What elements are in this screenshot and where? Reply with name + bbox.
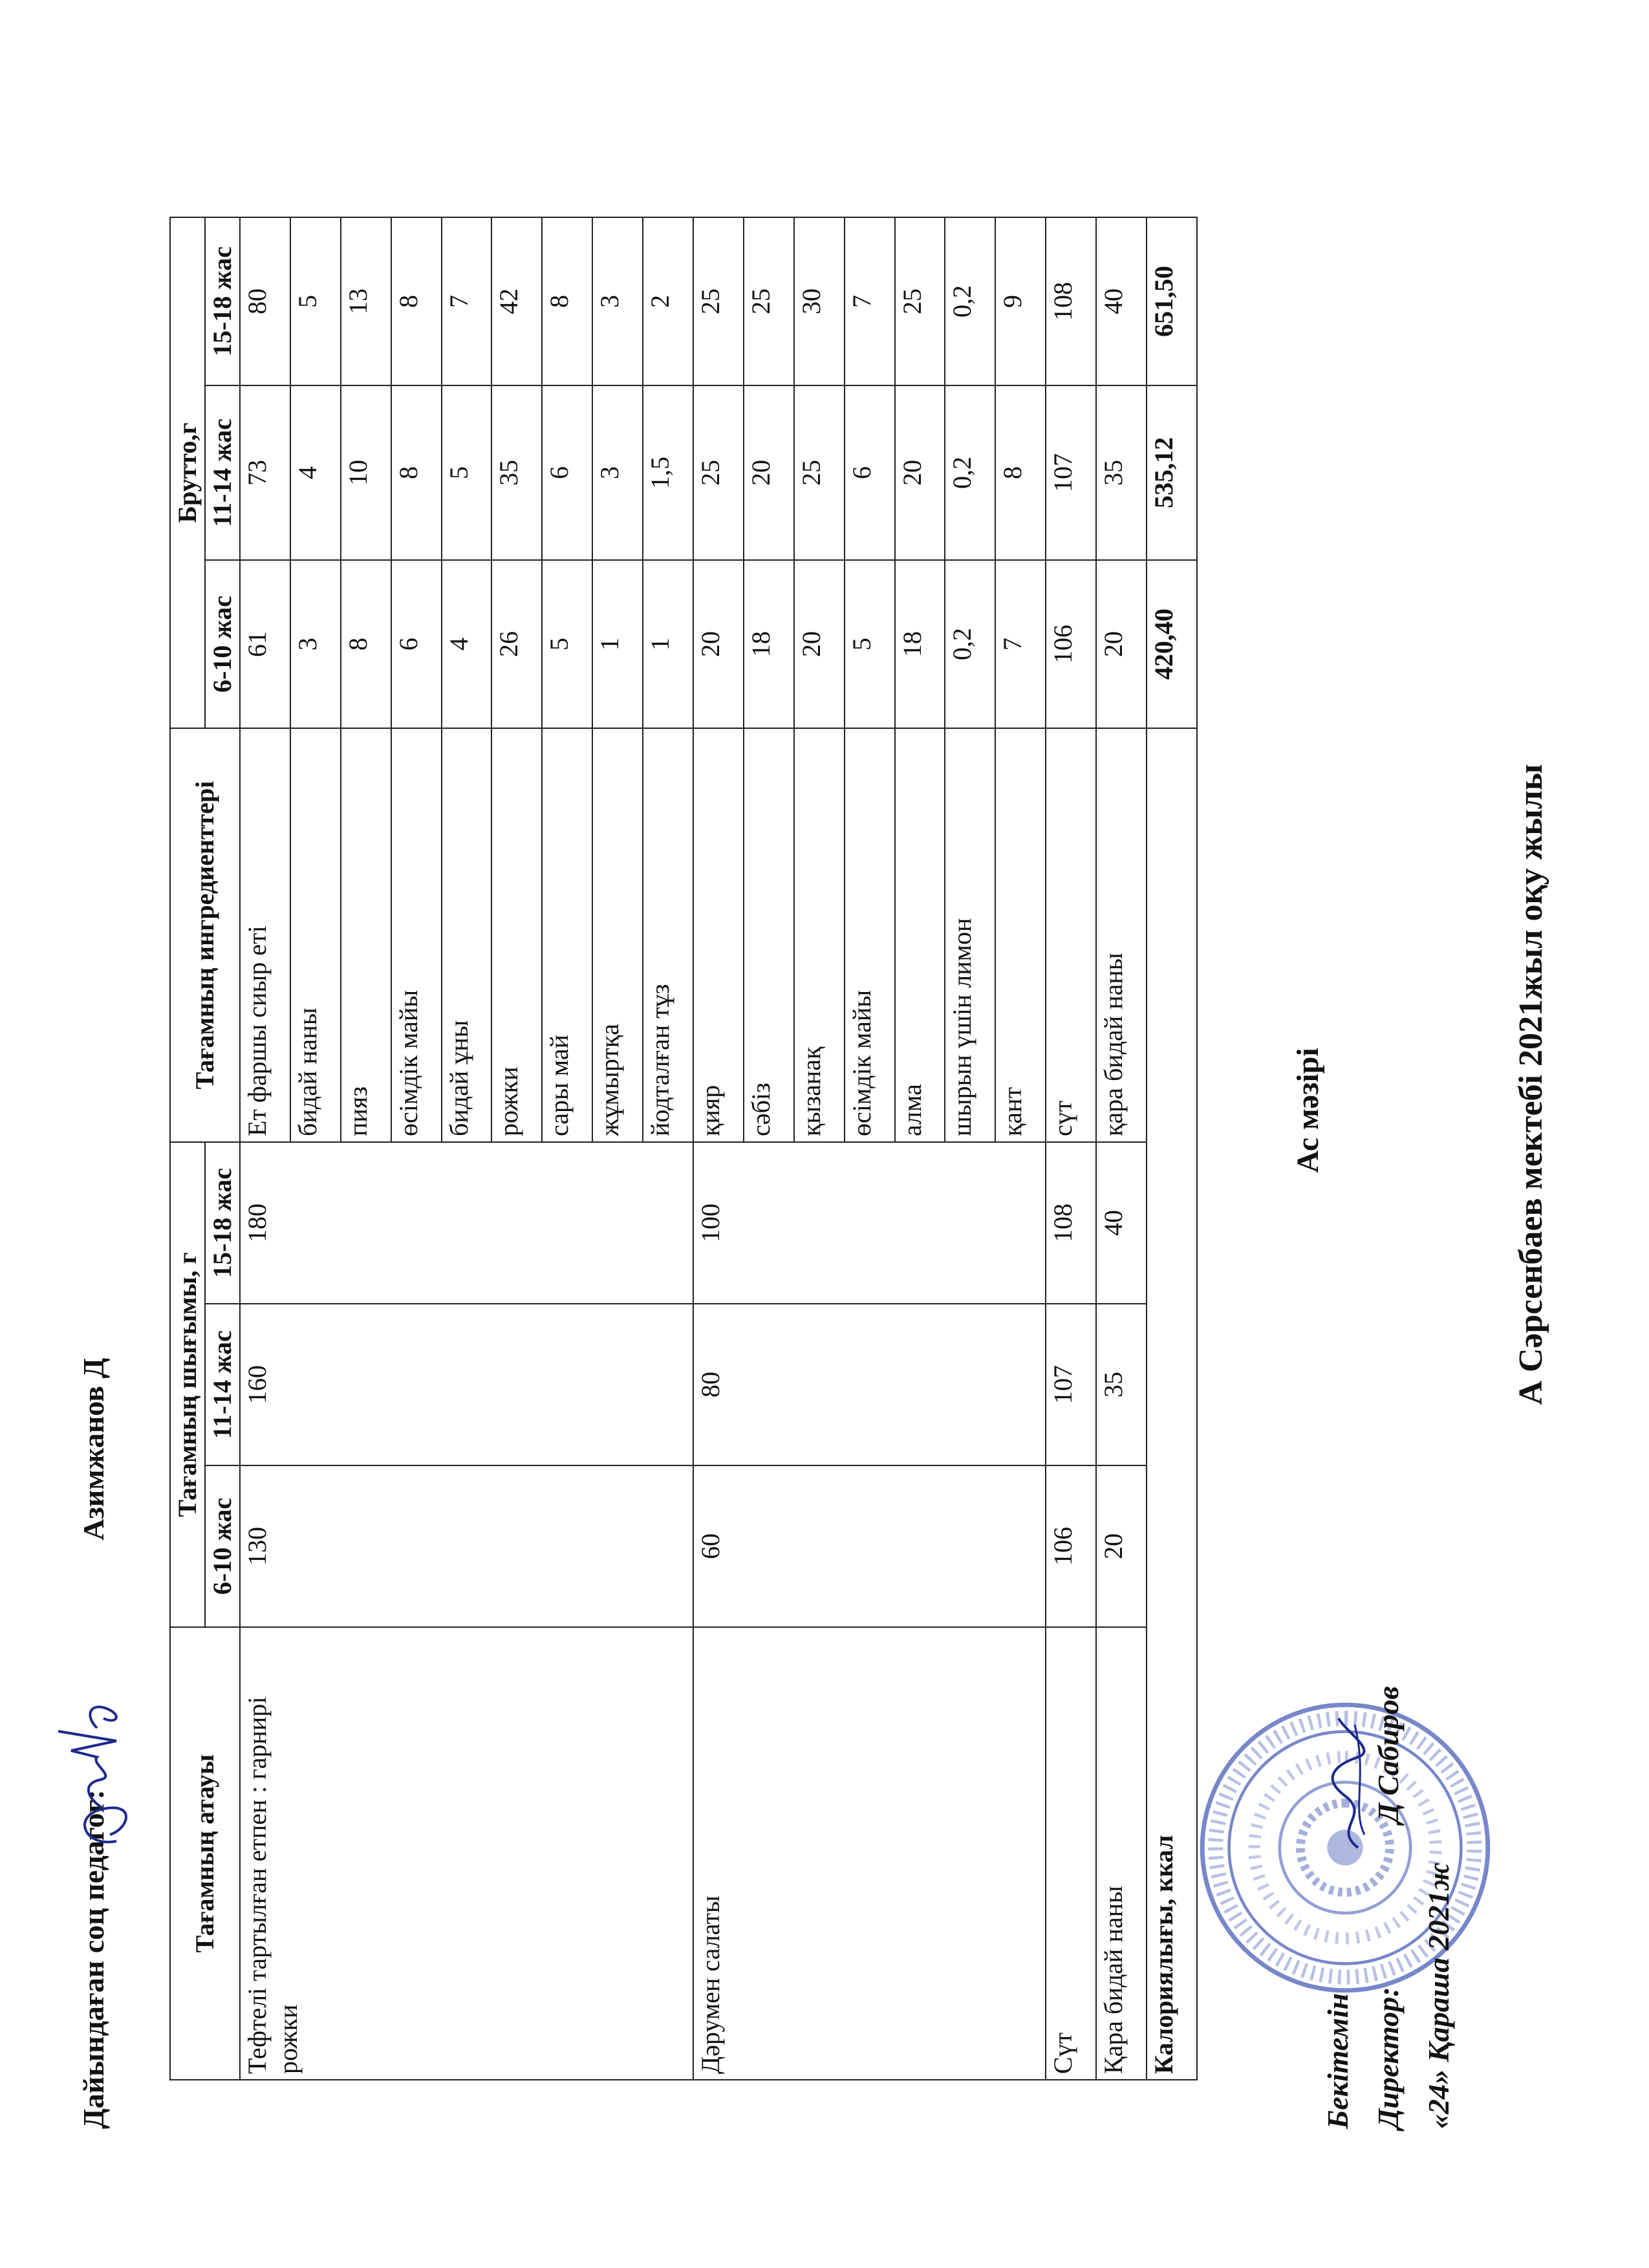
header-gross-age-6-10: 6-10 жас xyxy=(205,560,240,728)
yield-cell: 180 xyxy=(240,1142,693,1304)
prepared-label: Дайындаған соц педагог: xyxy=(77,1789,110,2129)
gross-cell: 25 xyxy=(794,385,845,560)
yield-cell: 35 xyxy=(1096,1304,1147,1465)
gross-cell: 8 xyxy=(542,217,592,385)
gross-cell: 1 xyxy=(643,560,693,728)
gross-cell: 25 xyxy=(744,217,794,385)
ingredient-cell: бидай наны xyxy=(290,728,341,1142)
gross-cell: 8 xyxy=(341,560,391,728)
gross-cell: 25 xyxy=(895,217,945,385)
total-cell: 535,12 xyxy=(1147,385,1197,560)
ingredient-cell: шырын үшін лимон xyxy=(945,728,995,1142)
gross-cell: 4 xyxy=(290,385,341,560)
gross-cell: 25 xyxy=(693,385,744,560)
ingredient-cell: сүт xyxy=(1046,728,1096,1142)
yield-cell: 20 xyxy=(1096,1465,1147,1627)
gross-cell: 30 xyxy=(794,217,845,385)
table-row xyxy=(1096,217,1147,2080)
ingredient-cell: Ет фаршы сиыр еті xyxy=(240,728,290,1142)
total-label: Калориялығы, ккал xyxy=(1147,728,1197,2080)
gross-cell: 3 xyxy=(290,560,341,728)
director-name: Д Сабиров xyxy=(1372,1686,1405,1824)
yield-cell: 160 xyxy=(240,1304,693,1465)
gross-cell: 6 xyxy=(391,560,442,728)
yield-cell: 40 xyxy=(1096,1142,1147,1304)
gross-cell: 18 xyxy=(895,560,945,728)
ingredient-cell: бидай ұны xyxy=(442,728,492,1142)
header-dish-name: Тағамның атауы xyxy=(170,1627,240,2080)
gross-cell: 5 xyxy=(290,217,341,385)
gross-cell: 25 xyxy=(693,217,744,385)
menu-table xyxy=(169,217,1198,2080)
ingredient-cell: қара бидай наны xyxy=(1096,728,1147,1142)
ingredient-cell: қызанақ xyxy=(794,728,845,1142)
ingredient-cell: өсімдік майы xyxy=(391,728,442,1142)
header-yield: Тағамның шығымы, г xyxy=(170,1142,205,1627)
header-yield-age-15-18: 15-18 жас xyxy=(205,1142,240,1304)
yield-cell: 100 xyxy=(693,1142,1046,1304)
ingredient-cell: өсімдік майы xyxy=(845,728,895,1142)
dish-cell: Қара бидай наны xyxy=(1096,1627,1147,2080)
gross-cell: 108 xyxy=(1046,217,1096,385)
school-title: А Сәрсенбаев мектебі 2021жыл оқу жылы xyxy=(1513,764,1549,1405)
gross-cell: 20 xyxy=(744,385,794,560)
gross-cell: 26 xyxy=(491,560,542,728)
header-gross: Брутто,г xyxy=(170,217,205,728)
gross-cell: 20 xyxy=(895,385,945,560)
gross-cell: 42 xyxy=(491,217,542,385)
gross-cell: 9 xyxy=(995,217,1046,385)
ingredient-cell: йодталған тұз xyxy=(643,728,693,1142)
gross-cell: 7 xyxy=(995,560,1046,728)
yield-cell: 106 xyxy=(1046,1465,1096,1627)
gross-cell: 7 xyxy=(442,217,492,385)
ingredient-cell: рожки xyxy=(491,728,542,1142)
pedagogue-signature xyxy=(45,1686,136,1854)
gross-cell: 1 xyxy=(592,560,643,728)
approve-date: «24» Қараша 2021ж xyxy=(1422,1862,1455,2129)
gross-cell: 5 xyxy=(845,560,895,728)
dish-cell: Дәрумен салаты xyxy=(693,1627,1046,2080)
gross-cell: 8 xyxy=(391,217,442,385)
gross-cell: 6 xyxy=(845,385,895,560)
ingredient-cell: жұмыртқа xyxy=(592,728,643,1142)
director-label: Директор: xyxy=(1372,1987,1405,2129)
gross-cell: 106 xyxy=(1046,560,1096,728)
total-cell: 651,50 xyxy=(1147,217,1197,385)
gross-cell: 80 xyxy=(240,217,290,385)
ingredient-cell: сәбіз xyxy=(744,728,794,1142)
gross-cell: 0,2 xyxy=(945,217,995,385)
total-row xyxy=(1147,217,1197,2080)
gross-cell: 20 xyxy=(693,560,744,728)
header-yield-age-6-10: 6-10 жас xyxy=(205,1465,240,1627)
gross-cell: 0,2 xyxy=(945,385,995,560)
header-gross-age-15-18: 15-18 жас xyxy=(205,217,240,385)
ingredient-cell: пияз xyxy=(341,728,391,1142)
gross-cell: 3 xyxy=(592,217,643,385)
header-gross-age-11-14: 11-14 жас xyxy=(205,385,240,560)
table-header-row-1 xyxy=(170,217,205,2080)
header-ingredients: Тағамның ингредиенттері xyxy=(170,728,240,1142)
gross-cell: 61 xyxy=(240,560,290,728)
ingredient-cell: сары май xyxy=(542,728,592,1142)
prepared-name: Азимжанов Д xyxy=(77,1357,110,1540)
gross-cell: 2 xyxy=(643,217,693,385)
gross-cell: 73 xyxy=(240,385,290,560)
gross-cell: 20 xyxy=(1096,560,1147,728)
gross-cell: 35 xyxy=(491,385,542,560)
gross-cell: 5 xyxy=(542,560,592,728)
ingredient-cell: қант xyxy=(995,728,1046,1142)
gross-cell: 6 xyxy=(542,385,592,560)
total-cell: 420,40 xyxy=(1147,560,1197,728)
table-row xyxy=(1046,217,1096,2080)
gross-cell: 107 xyxy=(1046,385,1096,560)
gross-cell: 7 xyxy=(845,217,895,385)
header-yield-age-11-14: 11-14 жас xyxy=(205,1304,240,1465)
yield-cell: 130 xyxy=(240,1465,693,1627)
gross-cell: 10 xyxy=(341,385,391,560)
ingredient-cell: алма xyxy=(895,728,945,1142)
gross-cell: 35 xyxy=(1096,385,1147,560)
gross-cell: 8 xyxy=(391,385,442,560)
dish-cell: Тефтелі тартылған етпен : гарнирі рожки xyxy=(240,1627,693,2080)
dish-cell: Сүт xyxy=(1046,1627,1096,2080)
gross-cell: 20 xyxy=(794,560,845,728)
table-row xyxy=(240,217,290,2080)
gross-cell: 8 xyxy=(995,385,1046,560)
gross-cell: 13 xyxy=(341,217,391,385)
gross-cell: 40 xyxy=(1096,217,1147,385)
prepared-by xyxy=(76,965,111,2129)
yield-cell: 80 xyxy=(693,1304,1046,1465)
yield-cell: 107 xyxy=(1046,1304,1096,1465)
yield-cell: 60 xyxy=(693,1465,1046,1627)
gross-cell: 18 xyxy=(744,560,794,728)
gross-cell: 5 xyxy=(442,385,492,560)
gross-cell: 0,2 xyxy=(945,560,995,728)
gross-cell: 1,5 xyxy=(643,385,693,560)
gross-cell: 3 xyxy=(592,385,643,560)
director-signature xyxy=(1319,1712,1377,1854)
menu-title: Ас мәзірі xyxy=(1291,1048,1325,1173)
table-row xyxy=(693,217,744,2080)
yield-cell: 108 xyxy=(1046,1142,1096,1304)
ingredient-cell: қияр xyxy=(693,728,744,1142)
gross-cell: 4 xyxy=(442,560,492,728)
approve-word: Бекітемін xyxy=(1321,1993,1354,2129)
